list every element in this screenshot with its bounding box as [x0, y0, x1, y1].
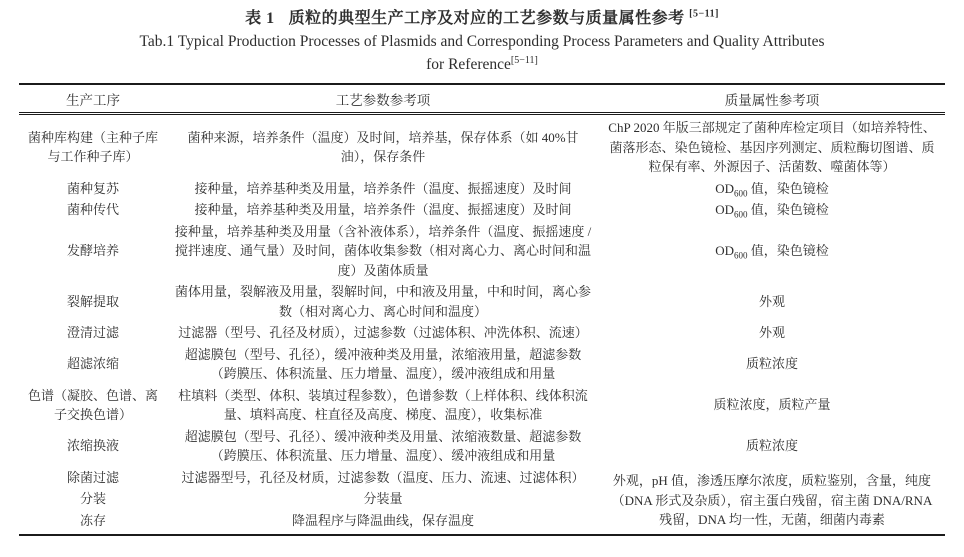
attr-text: 值，染色镜检: [747, 180, 829, 196]
cell-attributes: 质粒浓度: [745, 356, 798, 372]
header-parameters: 工艺参数参考项: [167, 84, 599, 114]
cell-process: 除菌过滤: [66, 469, 119, 485]
attr-text: 值，染色镜检: [747, 243, 829, 258]
header-attributes: 质量属性参考项: [599, 84, 945, 114]
table-row: [19, 322, 945, 344]
cell-parameters: 接种量，培养基种类及用量，培养条件（温度、振摇速度）及时间: [194, 202, 572, 217]
cell-parameters: 过滤器（型号、孔径及材质），过滤参数（过滤体积、冲洗体积、流速）: [178, 325, 588, 340]
cell-attributes: 外观: [758, 293, 785, 309]
cell-process: 色谱（凝胶、色谱、离子交换色谱）: [27, 387, 158, 422]
citation-sup-zh: [5−11]: [689, 8, 719, 20]
table-title-zh-text: 质粒的典型生产工序及对应的工艺参数与质量属性参考: [288, 10, 685, 27]
cell-attributes: [599, 221, 945, 282]
cell-attributes: ChP 2020 年版三部规定了菌种库检定项目（如培养特性、菌落形态、染色镜检、基因序列测定、质粒酶切图谱、质粒保有率、外源因子、活菌数、噬菌体等）: [608, 120, 936, 174]
table-title-en-line2-text: for Reference: [426, 56, 511, 73]
cell-parameters: 接种量，培养基种类及用量，培养条件（温度、振摇速度）及时间: [194, 180, 572, 196]
cell-parameters: 降温程序与降温曲线，保存温度: [291, 512, 474, 528]
od-subscript: 600: [734, 209, 748, 220]
table-row: [19, 199, 945, 221]
od-text: OD: [715, 180, 734, 196]
cell-process: 裂解提取: [66, 293, 119, 309]
cell-parameters: 柱填料（类型、体积、装填过程参数），色谱参数（上样体积、线体积流量、填料高度、柱直径及高度、梯度、温度），收集标准: [178, 387, 588, 422]
table-title-en-line2: [0, 54, 964, 76]
table-label-zh: 表 1: [245, 10, 275, 27]
citation-sup-en: [5−11]: [510, 54, 538, 66]
table-row: [19, 385, 945, 426]
cell-attributes-merged: 外观，pH 值，渗透压摩尔浓度，质粒鉴别，含量，纯度（DNA 形式及杂质），宿主蛋白残留，宿主菌 DNA/RNA 残留，DNA 均一性，无菌，细菌内毒素: [611, 473, 933, 527]
header-process: 生产工序: [19, 84, 167, 114]
table-title-en-line1: Tab.1 Typical Production Processes of Plasmids and Corresponding Process Parameters and Quality Attributes: [139, 33, 825, 50]
attr-text: 值，染色镜检: [747, 202, 829, 217]
table-header: [19, 84, 945, 114]
table-row: [19, 281, 945, 322]
cell-process: 澄清过滤: [66, 325, 119, 340]
cell-process: 菌种复苏: [66, 180, 119, 196]
cell-process: 菌种库构建（主种子库与工作种子库）: [27, 129, 158, 165]
cell-process: 浓缩换液: [66, 438, 119, 454]
cell-attributes: 质粒浓度: [745, 438, 798, 454]
cell-process: 菌种传代: [66, 202, 119, 217]
cell-process: 分装: [79, 491, 106, 506]
cell-parameters: 菌体用量，裂解液及用量，裂解时间，中和液及用量，中和时间，离心参数（相对离心力、离心时间和温度）: [174, 284, 591, 319]
table-row: [19, 344, 945, 385]
table-row: [19, 114, 945, 178]
header-row: [19, 84, 945, 114]
table-row: [19, 178, 945, 200]
cell-parameters: 过滤器型号，孔径及材质，过滤参数（温度、压力、流速、过滤体积）: [181, 469, 585, 485]
cell-parameters: 超滤膜包（型号、孔径）、缓冲液种类及用量、浓缩液数量、超滤参数（跨膜压、体积流量、压力增量、温度）、缓冲液组成和用量: [184, 428, 582, 463]
cell-attributes: [599, 199, 945, 221]
table-title-zh: [0, 8, 964, 30]
cell-parameters: 接种量，培养基种类及用量（含补液体系），培养条件（温度、振摇速度 / 搅拌速度、通气量）及时间，菌体收集参数（相对离心力、离心时间和温度）及菌体质量: [174, 223, 592, 278]
cell-process: 冻存: [79, 512, 106, 528]
od-subscript: 600: [734, 250, 748, 261]
table-row: [19, 221, 945, 282]
table-row: [19, 426, 945, 467]
cell-parameters: 菌种来源，培养条件（温度）及时间，培养基，保存体系（如 40%甘油），保存条件: [187, 129, 579, 165]
cell-process: 发酵培养: [66, 243, 119, 258]
cell-parameters: 超滤膜包（型号、孔径），缓冲液种类及用量，浓缩液用量，超滤参数（跨膜压、体积流量、压力增量、温度），缓冲液组成和用量: [184, 346, 582, 381]
cell-attributes: 质粒浓度，质粒产量: [713, 397, 831, 413]
table-body: [19, 114, 945, 536]
cell-process: 超滤浓缩: [66, 356, 119, 372]
table-row: [19, 467, 945, 489]
cell-attributes: [599, 178, 945, 200]
od-text: OD: [715, 243, 734, 258]
cell-attributes: 外观: [758, 325, 785, 340]
plasmid-process-table: [19, 83, 945, 536]
cell-parameters: 分装量: [363, 491, 403, 506]
od-text: OD: [715, 202, 734, 217]
od-subscript: 600: [734, 188, 748, 199]
